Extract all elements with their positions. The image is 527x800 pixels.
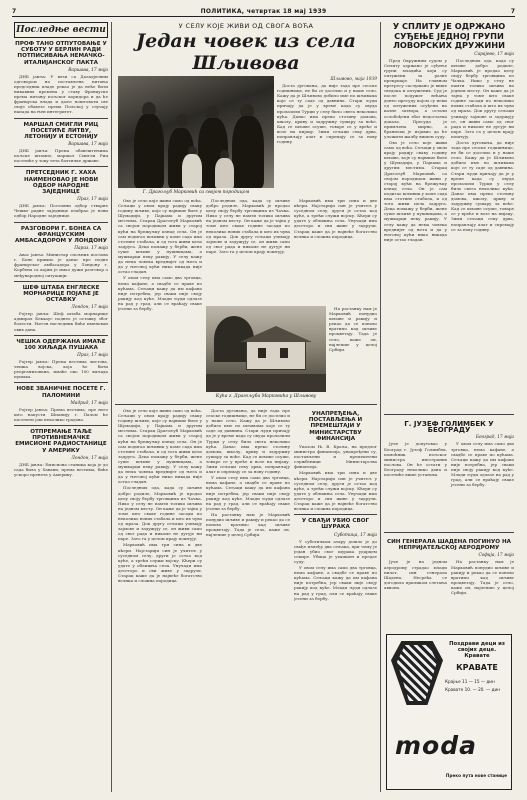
news-items [14,41,108,477]
story-paragraph: Ово је село које живи само од воћа. Сељаци у овом крају радију сваку годину шљиве, које су највише биле у Шумадији, у Пајкама и другим местима. Старац Драгољуб Марковић са својом породицом живи у старој кући на брежуљку изнад села. Он је сам подигао шљивик у коме сада има стотине стабала, и од тога живи цела задруга. Деца помажу у берби, жене суше шљиве у пушницама, а мушкарци пеку ракију. У селу кажу да нема човека вреднијег од њега и да у његовој кући нико никада није остао гладан. [118,408,202,485]
story-paragraph: У овом селу има само два трговца, нема кафане, а свадбе се праве по кућама. Сељаци кажу да им кафана није потребна, јер сваки пије своју ракију код куће. Млади људи одлазе на рад у град, али се враћају сваке јесени за бербу. [206,475,290,511]
story-paragraph: Марковић има три сина и две кћери. Најстарији син је учитељ у суседном селу, други је остао код куће, а трећи служи војску. Кћери су удате у оближња села. Унучади има десеторо и сви живе у задрузи. Старац каже да је највеће богатство велика и сложна породица. [118,542,202,584]
story-paragraph: Последњих ода, када су шљиве добро родиле, Марковић је продао целу своју бербу трговцима из Чачка. Нико у селу не памти толико шљива на једном месту. Он каже да је тајна у томе што сваке године засади по неколико нових стабала и што их чува од мраза. Док другу сељаци узимају зајмове и задужују се, он живи само од свог рада и никоме не дугује ни паре. Зато га у целом крају поштују. [206,198,290,254]
news-item-divider [14,281,108,282]
murder-headline: У СВАЂИ УБИО СВОГ ШУРАКА [301,518,370,531]
split-trial-body: Пред Окружним судом у Сплиту одржано је суђење групи младића који су оптужени за разне прекршаје. На главном претресу саслушано је више сведока и оптужених. Суд је после подужег већања донео пресуду којом су неки од оптужених осуђени на казне затвора, а остали ослобођени због недостатка доказа. Пресуда је примљена мирно, а бранилац је изјавио да ће уложити жалбу вишем суду. [384,57,447,139]
story-kicker: У СЕЛУ КОЈЕ ЖИВИ ОД СВОГА ВОЋА [178,22,314,30]
story-paragraph: Доста дуговања, да није тада пре сеоске годишњице, не би се доселио и у наше село. Кажу да је Шљивово добило име по шљивама које се ту саде од давнина. Стари људи причају да је у време када су овуда пролазили Турци у селу било свега неколико кућа. Данас има преко стотину домова, школу, цркву и задружну сушару за воће. Кад се шљиве осуше, товаре се у вреће и возе на пијацу. Зими сељаци секу дрва, поправљају алат и спремају се за нову годину. [206,408,290,475]
story-paragraph: Марковић има три сина и две кћери. Најстарији син је учитељ у суседном селу, други је остао код куће, а трећи служи војску. Кћери су удате у оближња села. Унучади има десеторо и сви живе у задрузи. Старац каже да је највеће богатство велика и сложна породица. [294,198,377,239]
story-continuation [118,408,202,792]
news-item-headline: ЧЕШКА ОДЕРЖАНА ИМАЋЕ 100 ХИЉАДА ПУШАКА [16,338,106,351]
ad-price-line-2: Кравате 10. — 20. — дин [445,687,500,692]
news-item-headline: НОВЕ ЗВАНИЧНЕ ПОСЕТЕ Г. ПАЛОМИНИ [16,386,106,399]
split-trial-body-cont2: Последњих ода, када су шљиве добро родиле, Марковић је продао целу своју бербу трговцима из Чачка. Нико у селу не памти толико шљива на једном месту. Он каже да је тајна у томе што сваке године засади по неколико нових стабала и што их чува од мраза. Док другу сељаци узимају зајмове и задужују се, он живи само од свог рада и никоме не дугује ни паре. Зато га у целом крају поштују. [451,57,514,139]
section-title-box [14,22,108,38]
news-item-divider [14,222,108,223]
news-item-dateline: Мадрид, 17 маја [70,400,108,406]
news-item [14,386,108,426]
news-item-divider [14,118,108,119]
split-trial-body-cont: Ово је село које живи само од воћа. Сељаци у овом крају радију сваку годину шљиве, које су највише биле у Шумадији, у Пајкама и другим местима. Старац Драгољуб Марковић са својом породицом живи у старој кући на брежуљку изнад села. Он је сам подигао шљивик у коме сада има стотине стабала, и од тога живи цела задруга. Деца помажу у берби, жене суше шљиве у пушницама, а мушкарци пеку ракију. У селу кажу да нема човека вреднијег од њега и да у његовој кући нико никада није остао гладан. [384,140,448,242]
ad-headline: Поздрави деци из својих деце. Кравате [449,641,505,659]
news-item-divider [14,382,108,383]
right-column-lower [384,536,514,628]
shaden-headline: СИН ГЕНЕРАЛА ШАДЕНА ПОГИНУО НА НЕПРИЈАТЕЉСКОЈ АЕРОДРОМУ [386,539,512,552]
golimbek-body-cont: У овом селу има само два трговца, нема кафане, а свадбе се праве по кућама. Сељаци кажу да им кафана није потребна, јер сваки пије своју ракију код куће. Млади људи одлазе на рад у град, али се враћају сваке јесени за бербу. [451,441,514,488]
golimbek-body: Јуче је допутовао у Београд г. Јузеф Голимбек, помоћник пољског министра иностраних послова. Он ће остати у Београду неколико дана и посетиће више установа. [384,441,447,477]
mid-column-stories [294,408,377,792]
right-rule [384,532,514,533]
main-story-head [115,22,377,74]
news-item-body: ДНБ јавља: Пословни одбор стварне Чешке радне заједнице изабрао је нови одбор Народне заједнице. [14,203,108,219]
left-column [14,22,108,792]
finance-body-cont: Марковић има три сина и две кћери. Најстарији син је учитељ у суседном селу, други је остао код куће, а трећи служи војску. Кћери су удате у оближња села. Унучади има десеторо и сви живе у задрузи. Старац каже да је највеће богатство велика и сложна породица. [294,470,377,512]
shaden-body-cont: На растанку нам је Марковић понудио шљиве и ракију и рекао да се поново вратимо кад шљиве процветају. Тада је село, каже он, најлепше у целој Србији. [451,559,514,595]
news-item-dateline: Варшава, 17 маја [68,142,108,148]
murder-body-cont: У овом селу има само два трговца, нема кафане, а свадбе се праве по кућама. Сељаци кажу да им кафана није потребна, јер сваки пије своју ракију код куће. Млади људи одлазе на рад у град, али се враћају сваке јесени за бербу. [294,565,377,601]
story-continuation-2 [206,408,290,792]
story-column-top-right [277,76,377,196]
news-item [14,429,108,477]
news-item-dateline: Варшава, 17 маја [68,67,108,73]
news-item-body: Ројтер јавља: Према вестима, пре него што напусти Шпанију г. Палом ће посетити још неколико градова. [14,406,108,422]
news-item-headline: РАЗГОВОРИ Г. БОНЕА СА ФРАНЦУСКИМ АМБАСАДОРОМ У ЛОНДОНУ [14,225,108,244]
right-rule [384,414,514,415]
section-title: Последње вести [16,25,106,35]
ad-side-label: КРАВАТЕ [456,663,498,672]
news-item-headline: ПРЕТСЕДНИК Г. ХАХА НАИМЕНОВАО ЈЕ НОВИ ОДБОР НАРОДНЕ ЗАЈЕДНИЦЕ [23,170,99,196]
story-column-4 [329,306,377,404]
news-item-body: ДНБ јавља: Према обавештењима пољске штампе, маршал Смигли Риц посетиће у току лета балтичке државе. [14,148,108,164]
right-column-top [384,22,514,412]
story-paragraph: Ово је село које живи само од воћа. Сељаци у овом крају радију сваку годину шљиве, које су највише биле у Шумадији, у Пајкама и другим местима. Старац Драгољуб Марковић са својом породицом живи у старој кући на брежуљку изнад села. Он је сам подигао шљивик у коме сада има стотине стабала, и од тога живи цела задруга. Деца помажу у берби, жене суше шљиве у пушницама, а мушкарци пеку ракију. У селу кажу да нема човека вреднијег од њега и да у његовој кући нико никада није остао гладан. [118,198,202,275]
news-item-dateline: Париз, 17 маја [74,246,108,252]
masthead: ПОЛИТИКА, четвртак 18 мај 1939 [200,8,327,15]
news-item-body: ДНБ јавља: У вези са Даладјеовим одговором на постављена питања председник владе рекао је да неће бити никаквих промена у ставу Француске према питању пољског коридора и да ће француска влада и даље поштовати све своје обавезе према Пољској у случају напада на њен интегритет. [14,73,108,115]
finance-headline: УНАПРЕЂЕЊА, ПОСТАВЉЕЊА И ПРЕМЕШТАЈИ У МИНИСТАРСТВУ ФИНАНСИЈА [308,411,363,442]
family-photo-caption: Г. Драгољуб Марковић са својом породицом [142,190,250,195]
column-rule [111,22,112,792]
moda-logo: moda [395,731,477,760]
story-paragraph: У овом селу има само два трговца, нема кафане, а свадбе се праве по кућама. Сељаци кажу да им кафана није потребна, јер сваки пије своју ракију код куће. Млади људи одлазе на рад у град, али се враћају сваке јесени за бербу. [118,275,202,311]
finance-body: Указом Њ. В. Краља, на предлог министра финансија, унапређени су, постављени и премештени службеници Министарства финансија. [294,444,377,470]
story-bottom-rule [115,404,377,405]
house-photo-caption: Кућа г. Драгољуба Марковића у Шљивову [215,394,317,399]
news-item [14,41,108,119]
column-rule [380,22,381,792]
news-item [14,170,108,222]
news-item-body: Авас јавља: Министар спољних послова г. Боне примио је данас пре подне француског амбасадора у Лондону г. Корбена са којим је имао дужи разговор о међународној ситуацији. [14,252,108,278]
murder-body: У суботичком атару дошло је до свађе између два сељака, при чему је један убио свог шурака ударцем секире. Убица је ухапшен и предат суду. [294,538,377,565]
right-column-mid [384,418,514,530]
news-item-dateline: Праг, 17 маја [77,197,108,203]
news-item-body: Ројтер јавља: Према вестима листова, чешка војска, која ће бити реорганизована, имаће око 100 хиљада пушака. [14,359,108,380]
story-paragraph: Доста дуговања, да није тада пре сеоске годишњице, не би се доселио и у наше село. Кажу да је Шљивово добило име по шљивама које се ту саде од давнина. Стари људи причају да је у време када су овуда пролазили Турци у селу било свега неколико кућа. Данас има преко стотину домова, школу, цркву и задружну сушару за воће. Кад се шљиве осуше, товаре се у вреће и возе на пијацу. Зими сељаци секу дрва, поправљају алат и спремају се за нову годину. [277,83,377,145]
golimbek-dateline: Београд, 17 маја [475,435,514,441]
ad-address: Преко пута нове станице [445,773,507,778]
page-header [12,5,515,17]
news-item [14,226,108,282]
story-paragraph: Последњих ода, када су шљиве добро родиле, Марковић је продао целу своју бербу трговцима из Чачка. Нико у селу не памти толико шљива на једном месту. Он каже да је тајна у томе што сваке године засади по неколико нових стабала и што их чува од мраза. Док другу сељаци узимају зајмове и задужују се, он живи само од свог рада и никоме не дугује ни паре. Зато га у целом крају поштују. [118,485,202,542]
golimbek-headline: Г. ЈУЗЕФ ГОЛИМБЕК У БЕОГРАДУ [404,420,494,435]
split-trial-headline: У СПЛИТУ ЈЕ ОДРЖАНО СУЂЕЊЕ ЈЕДНОЈ ГРУПИ ЛОВОРСКИХ ДРУЖИНИ [392,22,506,50]
moda-advertisement [386,634,512,790]
family-photo [118,76,274,188]
story-column-2 [206,198,290,303]
news-item-headline: МАРШАЛ СМИГЛИ РИЦ ПОСЕТИЋЕ ЛИТВУ, ЛЕТОНИЈУ И ЕСТОНИЈУ [23,121,99,140]
story-paragraph: На растанку нам је Марковић понудио шљиве и ракију и рекао да се поново вратимо кад шљиве процветају. Тада је село, каже он, најлепше у целој Србији. [206,511,290,538]
story-column-1 [118,198,202,403]
shaden-dateline: Софија, 17 маја [478,553,514,559]
murder-dateline: Суботица, 17 маја [334,532,377,538]
news-item-divider [14,335,108,336]
story-paragraph: На растанку нам је Марковић понудио шљиве и ракију и рекао да се поново вратимо кад шљиве процветају. Тада је село, каже он, најлепше у целој Србији. [329,306,377,352]
news-item-dateline: Лондон, 17 маја [71,305,108,311]
news-item-dateline: Лондон, 17 маја [71,455,108,461]
news-item-body: Ројтер јавља: Шеф штаба морнарице адмирал Бекхаус поднео је оставку због болести. Његов наследник биће именован ових дана. [14,311,108,332]
news-item-headline: ШЕФ ШТАБА ЕНГЛЕСКЕ МОРНАРИЦЕ ПОЈАЋЕ ЈЕ ОСТАВКУ [22,284,100,304]
news-item-divider [14,425,108,426]
news-item-headline: ПРОФ ТАНО ОТПУТОВАЊЕ У СУБОТУ У БЕРЛИН РАДИ ПОТПИСИВАЊА НЕМАЧКО-ИТАЛИЈАНСКОГ ПАКТА [15,41,107,66]
split-trial-body-cont3: Доста дуговања, да није тада пре сеоске годишњице, не би се доселио и у наше село. Кажу да је Шљивово добило име по шљивама које се ту саде од давнина. Стари људи причају да је у време када су овуда пролазили Турци у селу било свега неколико кућа. Данас има преко стотину домова, школу, цркву и задружну сушару за воће. Кад се шљиве осуше, товаре се у вреће и возе на пијацу. Зими сељаци секу дрва, поправљају алат и спремају се за нову годину. [451,140,514,232]
news-item-headline: ОТПРЕМАЊЕ ТАЉЕ ПРОТИВНЕМАЧКЕ ЕМИСИОНЕ РАДИОСТАНИЦЕ У АМЕРИКУ [15,429,107,454]
shaden-body: Јуче је на једном аеродрому страдао млади пилот, син генерала Шадена. Несрећа се догодила приликом слетања авиона. [384,559,447,590]
ad-price-line-1: Крајње 11 — 15 — дин [445,679,495,684]
news-item [14,122,108,168]
news-item [14,285,108,336]
page-number-right: 7 [510,8,515,15]
story-dateline: Шљивово, маја 1939 [330,77,377,82]
story-title: Један човек из села Шљивова [136,30,356,74]
page-number-left: 7 [12,8,17,15]
news-item-body: ДНБ јавља: Емисиона станица која је до сада била у Хавани, према вестима, биће ускоро пренета у Америку. [14,461,108,478]
news-item-dateline: Праг, 17 маја [77,353,108,359]
news-item-divider [14,166,108,167]
news-item [14,339,108,384]
story-column-3 [294,198,377,303]
house-photo [206,306,326,392]
split-trial-dateline: Сарајево, 17 маја [474,51,514,57]
